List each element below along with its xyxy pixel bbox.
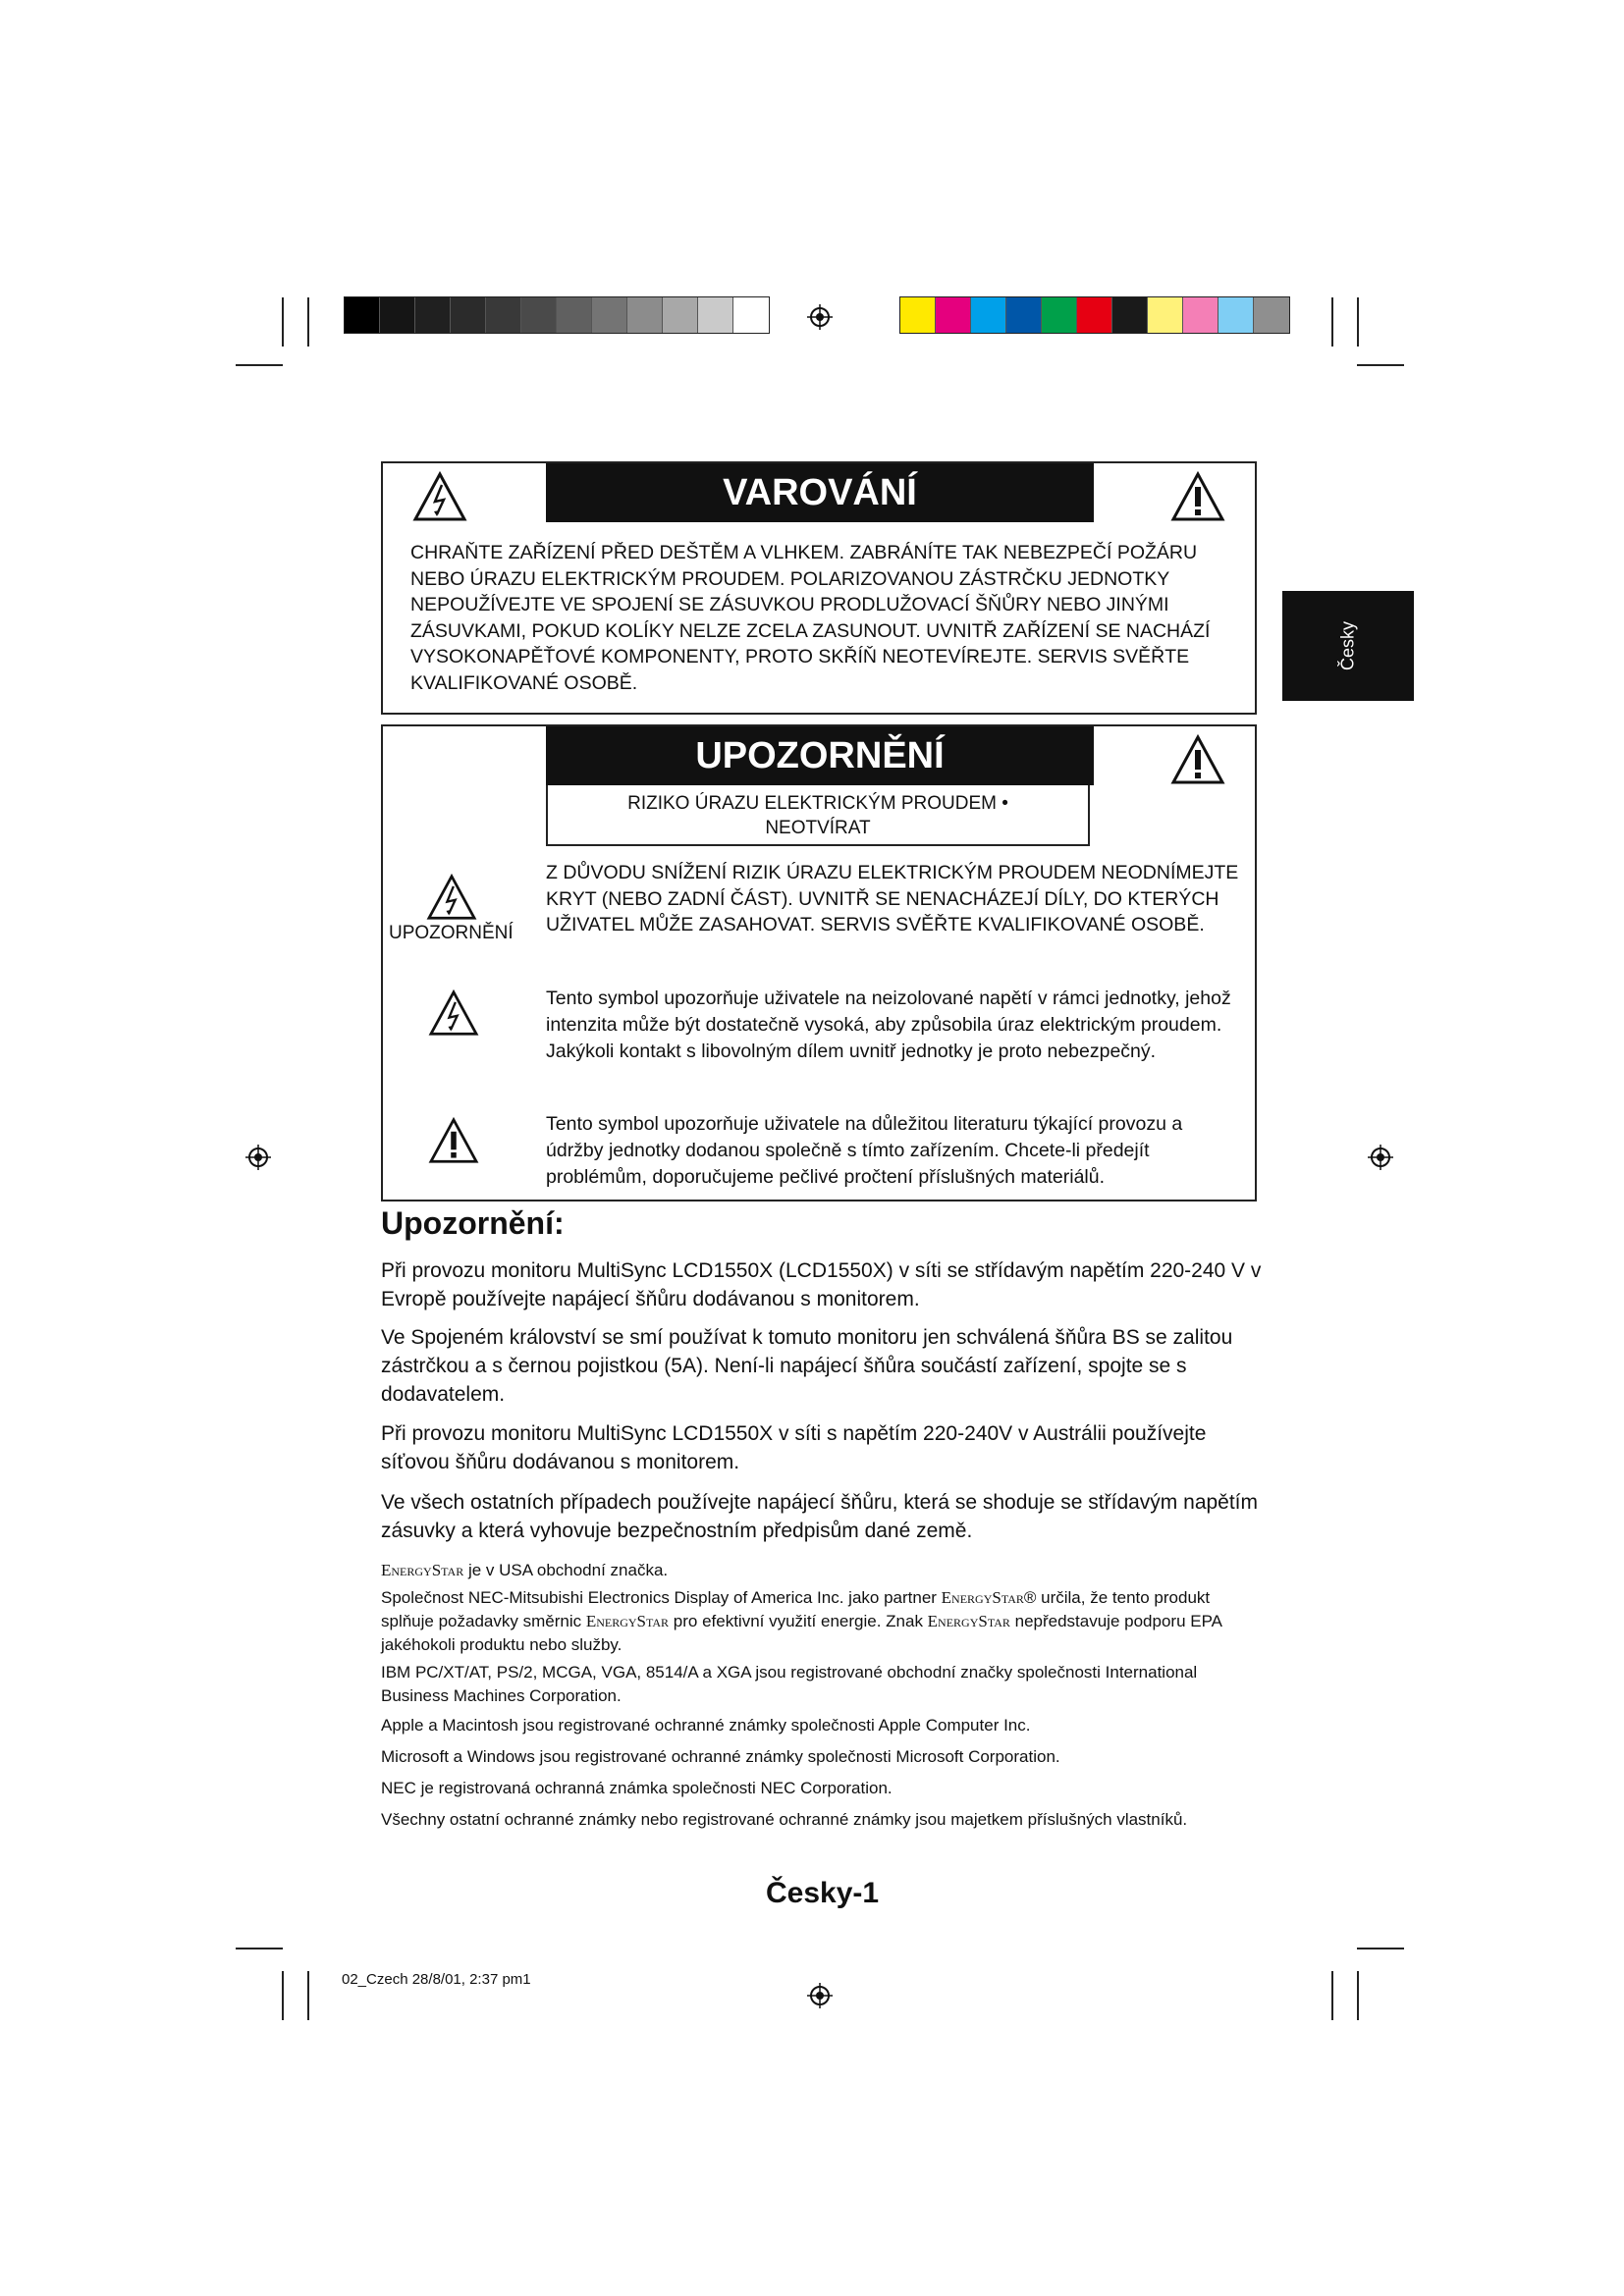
crop-mark: [1331, 297, 1333, 347]
color-swatch: [971, 297, 1006, 333]
language-tab: [1282, 591, 1414, 701]
caution-title: UPOZORNĚNÍ: [546, 726, 1094, 785]
crop-mark: [1331, 1971, 1333, 2020]
color-swatch: [1183, 297, 1218, 333]
color-swatch: [557, 297, 592, 333]
caution-left-label: UPOZORNĚNÍ: [389, 923, 514, 943]
color-swatch: [521, 297, 557, 333]
color-swatch: [592, 297, 627, 333]
caution-text-2: Tento symbol upozorňuje uživatele na neizolované napětí v rámci jednotky, jehož intenzita může být dostatečně vysoká, aby způsobila úraz elektrickým proudem. Jakýkoli kontakt s libovolným dílem uvnitř jednotky je proto nebezpečný.: [546, 988, 1231, 1062]
caution-text-3: Tento symbol upozorňuje uživatele na důležitou literaturu týkající provozu a údržby jednotky dodanou společně s tímto zařízením. Chcete-li předejít problémům, doporučujeme pečlivé pročtení příslušných materiálů.: [546, 1113, 1183, 1188]
notes-heading: Upozornění:: [381, 1205, 565, 1241]
trademark-energystar: EnergyStar je v USA obchodní značka.: [381, 1561, 669, 1579]
crop-mark: [236, 364, 283, 366]
process-color-bar: [899, 296, 1290, 334]
risk-line-1: RIZIKO ÚRAZU ELEKTRICKÝM PROUDEM •: [627, 793, 1008, 814]
color-swatch: [627, 297, 663, 333]
color-swatch: [415, 297, 451, 333]
exclamation-warning-icon: [1170, 471, 1225, 522]
exclamation-warning-icon: [1170, 734, 1225, 785]
color-swatch: [486, 297, 521, 333]
color-swatch: [380, 297, 415, 333]
trademark-nec: NEC je registrovaná ochranná známka společnosti NEC Corporation.: [381, 1779, 893, 1797]
risk-line-2: NEOTVÍRAT: [765, 818, 871, 838]
color-swatch: [733, 297, 769, 333]
trademark-others: Všechny ostatní ochranné známky nebo registrované ochranné známky jsou majetkem příslušných vlastníků.: [381, 1810, 1188, 1829]
crop-mark: [282, 297, 284, 347]
crop-mark: [1357, 1948, 1404, 1949]
crop-mark: [307, 1971, 309, 2020]
warning-title: VAROVÁNÍ: [546, 463, 1094, 522]
footer-file-info: 02_Czech 28/8/01, 2:37 pm1: [342, 1971, 531, 1988]
crop-mark: [307, 297, 309, 347]
registration-mark-icon: [1368, 1145, 1393, 1170]
color-swatch: [1148, 297, 1183, 333]
color-swatch: [1077, 297, 1112, 333]
page-number: Česky-1: [766, 1877, 880, 1909]
color-swatch: [663, 297, 698, 333]
warning-text: CHRAŇTE ZAŘÍZENÍ PŘED DEŠTĚM A VLHKEM. ZABRÁNÍTE TAK NEBEZPEČÍ POŽÁRU NEBO ÚRAZU ELEKTRICKÝM PROUDEM. POLARIZOVANOU ZÁSTRČKU JEDNOTKY NEPOUŽÍVEJTE VE SPOJENÍ SE ZÁSUVKOU PRODLUŽOVACÍ ŠŇŮRY NEBO JINÝMI ZÁSUVKAMI, POKUD KOLÍKY NELZE ZCELA ZASUNOUT. UVNITŘ ZAŘÍZENÍ SE NACHÁZÍ VYSOKONAPĚŤOVÉ KOMPONENTY, PROTO SKŘÍŇ NEOTEVÍREJTE. SERVIS SVĚŘTE KVALIFIKOVANÉ OSOBĚ.: [410, 542, 1211, 694]
trademark-microsoft: Microsoft a Windows jsou registrované ochranné známky společnosti Microsoft Corporation.: [381, 1747, 1060, 1766]
lightning-warning-icon: [412, 471, 467, 522]
lightning-warning-icon: [428, 989, 479, 1037]
registration-mark-icon: [245, 1145, 271, 1170]
color-swatch: [698, 297, 733, 333]
color-swatch: [1006, 297, 1042, 333]
notes-paragraph-4: Ve všech ostatních případech používejte napájecí šňůru, která se shoduje se střídavým napětím zásuvky a která vyhovuje bezpečnostním předpisům dané země.: [381, 1491, 1259, 1542]
crop-mark: [1357, 1971, 1359, 2020]
language-tab-label: Česky: [1337, 620, 1358, 671]
crop-mark: [1357, 297, 1359, 347]
energystar-mark: EnergyStar: [381, 1561, 464, 1579]
color-swatch: [1042, 297, 1077, 333]
registration-mark-icon: [807, 1983, 833, 2008]
crop-mark: [236, 1948, 283, 1949]
registration-mark-icon: [807, 304, 833, 330]
color-swatch: [1218, 297, 1254, 333]
color-swatch: [451, 297, 486, 333]
caution-text-1: Z DŮVODU SNÍŽENÍ RIZIK ÚRAZU ELEKTRICKÝM PROUDEM NEODNÍMEJTE KRYT (NEBO ZADNÍ ČÁST). UVNITŘ SE NENACHÁZEJÍ DÍLY, DO KTERÝCH UŽIVATEL MŮŽE ZASAHOVAT. SERVIS SVĚŘTE KVALIFIKOVANÉ OSOBĚ.: [546, 862, 1239, 935]
color-swatch: [1254, 297, 1289, 333]
notes-paragraph-1: Při provozu monitoru MultiSync LCD1550X (LCD1550X) v síti se střídavým napětím 220-240 V v Evropě používejte napájecí šňůru dodávanou s monitorem.: [381, 1259, 1262, 1310]
trademark-ibm: IBM PC/XT/AT, PS/2, MCGA, VGA, 8514/A a XGA jsou registrované obchodní značky společnosti International Business Machines Corporation.: [381, 1663, 1198, 1705]
color-swatch: [345, 297, 380, 333]
caution-risk-label: [546, 785, 1090, 846]
crop-mark: [282, 1971, 284, 2020]
color-swatch: [1112, 297, 1148, 333]
crop-mark: [1357, 364, 1404, 366]
grayscale-color-bar: [344, 296, 770, 334]
color-swatch: [936, 297, 971, 333]
notes-paragraph-2: Ve Spojeném království se smí používat k tomuto monitoru jen schválená šňůra BS se zalitou zástrčkou a s černou pojistkou (5A). Není-li napájecí šňůra součástí zařízení, spojte se s dodavatelem.: [381, 1326, 1233, 1406]
notes-paragraph-3: Při provozu monitoru MultiSync LCD1550X v síti s napětím 220-240V v Austrálii používejte síťovou šňůru dodávanou s monitorem.: [381, 1422, 1207, 1473]
trademark-apple: Apple a Macintosh jsou registrované ochranné známky společnosti Apple Computer Inc.: [381, 1716, 1031, 1735]
color-swatch: [900, 297, 936, 333]
lightning-warning-icon: [426, 874, 477, 921]
exclamation-warning-icon: [428, 1117, 479, 1164]
trademark-nec-partner: Společnost NEC-Mitsubishi Electronics Display of America Inc. jako partner EnergyStar® určila, že tento produkt splňuje požadavky směrnic EnergyStar pro efektivní využití energie. Znak EnergyStar nepředstavuje podporu EPA jakéhokoli produktu nebo služby.: [381, 1588, 1222, 1654]
